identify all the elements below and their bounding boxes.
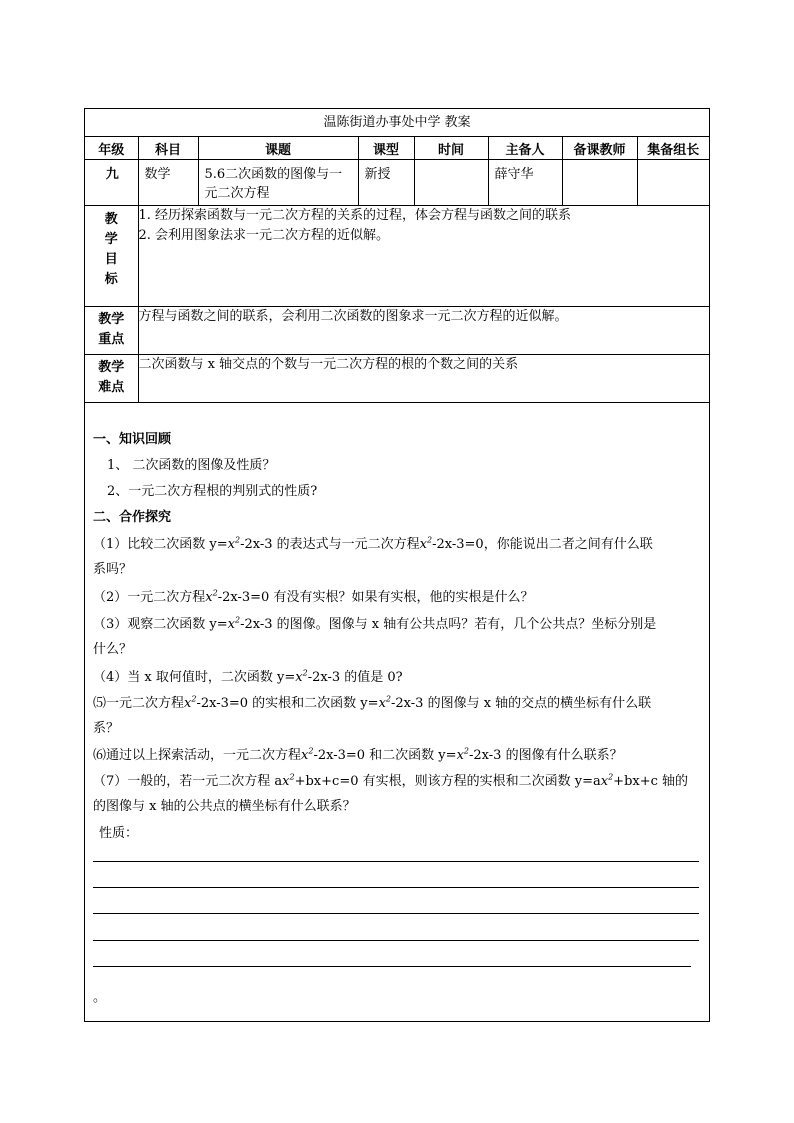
question-3: （3）观察二次函数 $y=x^2-2x-3$ 的图像。图像与 x 轴有公共点吗？若有，几个公共点？坐标分别是 (93, 615, 657, 632)
end-mark: 。 (93, 990, 107, 1005)
header-teacher: 备课教师 (562, 137, 637, 160)
header-preparer: 主备人 (488, 137, 562, 160)
page-title: 温陈街道办事处中学 教案 (85, 109, 709, 137)
cell-type: 新授 (358, 160, 414, 206)
question-4: （4）当 x 取何值时，二次函数 $y=x^2-2x-3$ 的值是 0? (93, 668, 403, 685)
cell-time (414, 160, 488, 206)
question-6: ⑹通过以上探索活动，一元二次方程$x^2-2x-3=0$ 和二次函数 $y=x^2-2x-3$ 的图像有什么联系？ (93, 746, 623, 763)
key-points-label: 教学 重点 (85, 307, 138, 355)
question-7: （7）一般的，若一元二次方程 $ax^2+bx+c=0$ 有实根，则该方程的实根和二次函数 $y=ax^2+bx+c$ 轴的 (93, 772, 689, 789)
cell-preparer: 薛守华 (488, 160, 562, 206)
difficulties-text: 二次函数与 x 轴交点的个数与一元二次方程的根的个数之间的关系 (138, 355, 709, 403)
topic-line-1: 5.6二次函数的图像与一 (204, 167, 343, 182)
answer-line-4 (93, 940, 699, 941)
cell-leader (637, 160, 709, 206)
lesson-plan-header-table (85, 109, 709, 403)
goal-item-1: 1. 经历探索函数与一元二次方程的关系的过程，体会方程与函数之间的联系 (138, 208, 572, 223)
cell-subject: 数学 (138, 160, 198, 206)
question-5: ⑸一元二次方程$x^2-2x-3=0$ 的实根和二次函数 $y=x^2-2x-3$ 的图像与 x 轴的交点的横坐标有什么联 (93, 694, 652, 711)
header-time: 时间 (414, 137, 488, 160)
header-type: 课型 (358, 137, 414, 160)
section-review: 一、知识回顾 (93, 432, 172, 447)
answer-line-3 (93, 913, 699, 914)
header-subject: 科目 (138, 137, 198, 160)
question-2: （2）一元二次方程$x^2-2x-3=0$ 有没有实根？如果有实根，他的实根是什么？ (93, 588, 534, 605)
section-explore: 二、合作探究 (93, 510, 172, 525)
cell-grade: 九 (85, 160, 138, 206)
lesson-plan-sheet (84, 108, 710, 1022)
goals-label: 教 学 目 标 (85, 206, 138, 307)
header-grade: 年级 (85, 137, 138, 160)
review-question-1: 1、 二次函数的图像及性质？ (107, 458, 276, 473)
question-1: （1）比较二次函数 $y=x^2-2x-3$ 的表达式与一元二次方程$x^2-2x-3=0$，你能说出二者之间有什么联 (93, 535, 653, 552)
topic-line-2: 元二次方程 (204, 186, 270, 201)
answer-line-2 (93, 887, 699, 888)
question-3-cont: 什么？ (93, 642, 133, 657)
question-5-cont: 系？ (93, 721, 120, 736)
cell-teacher (562, 160, 637, 206)
answer-line-1 (93, 861, 699, 862)
question-1-cont: 系吗？ (93, 562, 133, 577)
goals-content (138, 206, 709, 307)
header-leader: 集备组长 (637, 137, 709, 160)
answer-line-5 (93, 966, 691, 967)
key-points-text: 方程与函数之间的联系，会利用二次函数的图象求一元二次方程的近似解。 (138, 307, 709, 355)
header-topic: 课题 (198, 137, 358, 160)
review-question-2: 2、一元二次方程根的判别式的性质? (107, 484, 318, 499)
cell-topic (198, 160, 358, 206)
difficulties-label: 教学 难点 (85, 355, 138, 403)
nature-label: 性质： (99, 826, 139, 841)
question-7-cont: 的图像与 x 轴的公共点的横坐标有什么联系？ (93, 799, 356, 814)
goal-item-2: 2. 会利用图象法求一元二次方程的近似解。 (138, 228, 390, 243)
